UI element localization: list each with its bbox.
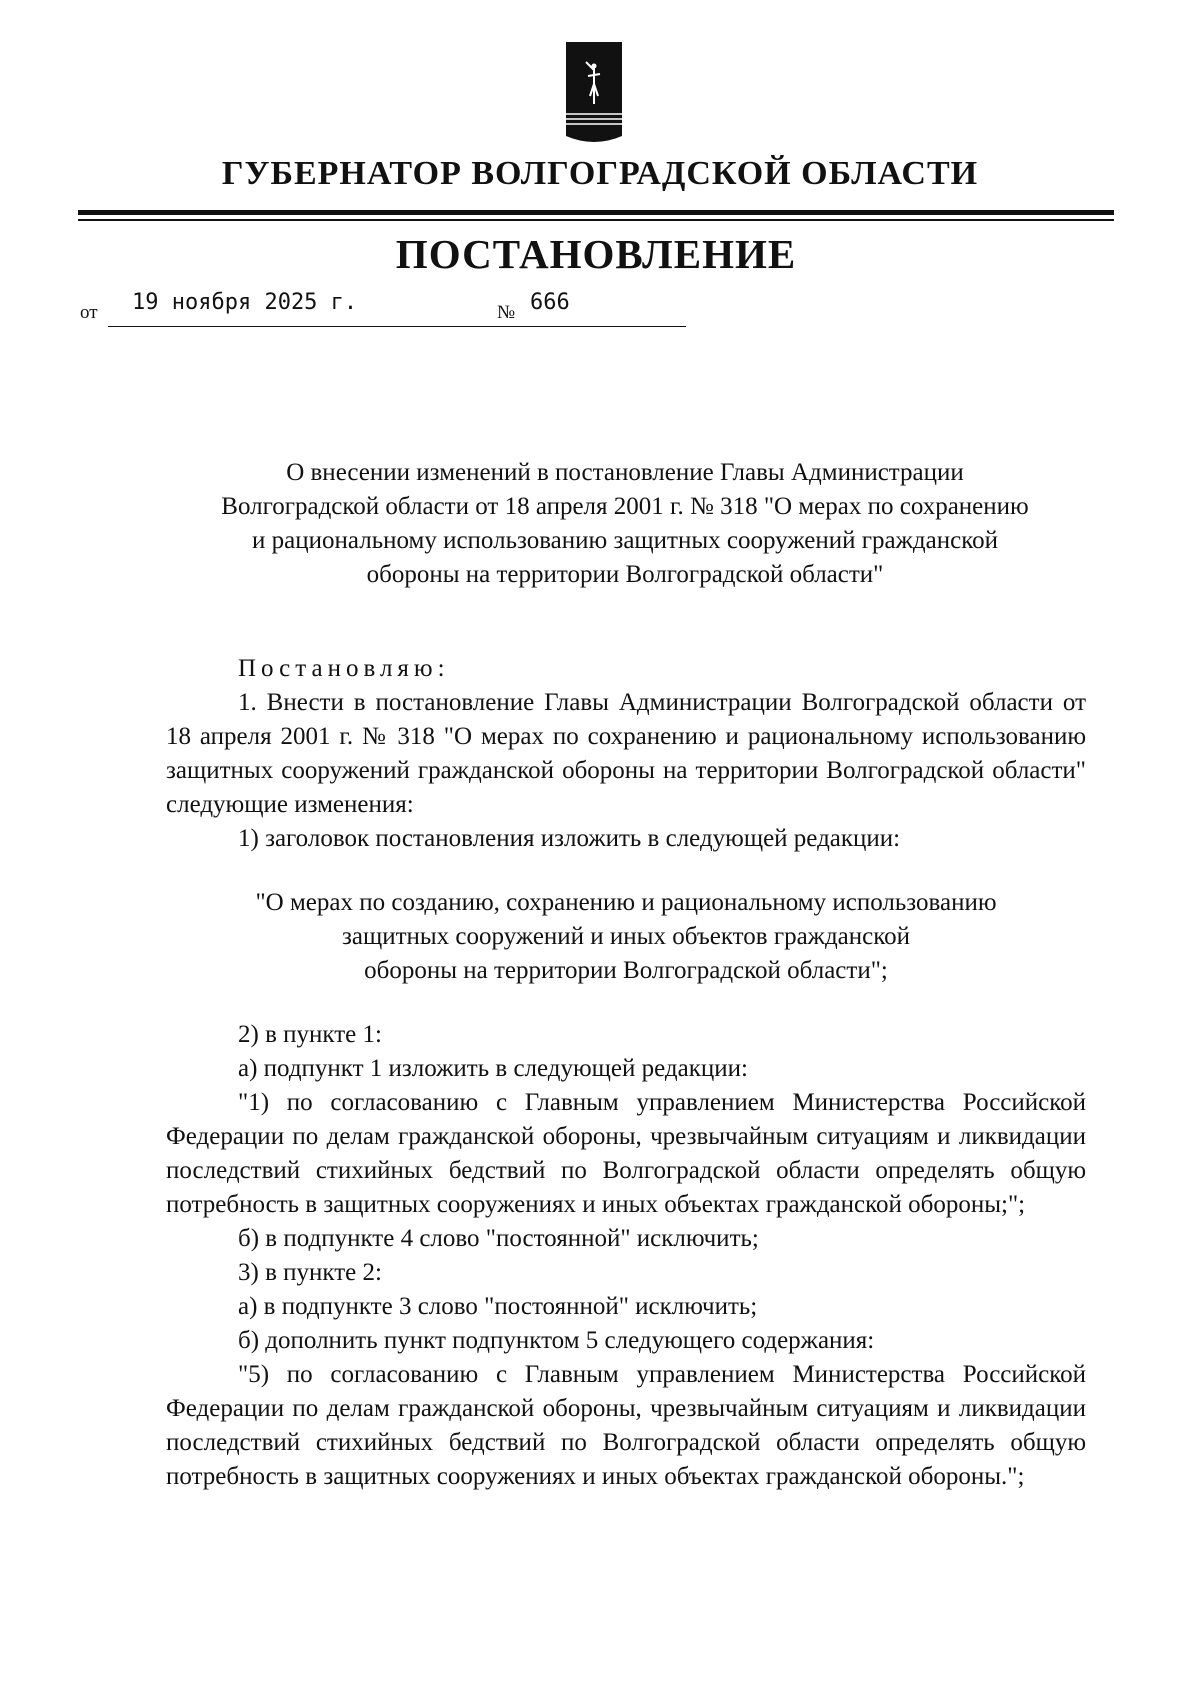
issuing-authority: ГУБЕРНАТОР ВОЛГОГРАДСКОЙ ОБЛАСТИ bbox=[221, 155, 979, 192]
quote-line: защитных сооружений и иных объектов гражданской bbox=[341, 923, 910, 950]
paragraph-item-1-3b: б) дополнить пункт подпунктом 5 следующего содержания: bbox=[238, 1327, 875, 1354]
header-rule-thin bbox=[78, 219, 1114, 221]
quote-line: обороны на территории Волгоградской области"; bbox=[364, 957, 888, 984]
paragraph-item-1-3b-text: "5) по согласованию с Главным управлением Министерства Российской Федерации по делам гражданской обороны, чрезвычайным ситуациям и ликвидации последствий стихийных бедствий по Волгоградской области определять общую потребность в защитных сооружениях и иных объектах гражданской обороны."; bbox=[166, 1361, 1086, 1490]
header-rule-thick bbox=[78, 210, 1114, 215]
document-subject bbox=[160, 456, 1090, 592]
number-underline bbox=[526, 326, 686, 327]
paragraph-item-1-2b: б) в подпункте 4 слово "постоянной" исключить; bbox=[238, 1225, 759, 1252]
paragraph-item-1: 1. Внести в постановление Главы Администрации Волгоградской области от 18 апреля 2001 г. № 318 "О мерах по сохранению и рациональному использованию защитных сооружений гражданской обороны на территории Волгоградской области" следующие изменения: bbox=[166, 689, 1086, 818]
document-type-title: ПОСТАНОВЛЕНИЕ bbox=[395, 231, 797, 277]
paragraph-item-1-3a: а) в подпункте 3 слово "постоянной" исключить; bbox=[238, 1293, 758, 1320]
paragraph-item-1-2a: а) подпункт 1 изложить в следующей редакции: bbox=[238, 1055, 748, 1082]
subject-line: обороны на территории Волгоградской области" bbox=[366, 561, 884, 588]
paragraph-item-1-1: 1) заголовок постановления изложить в следующей редакции: bbox=[238, 825, 901, 852]
new-title-quote bbox=[166, 886, 1086, 988]
date-underline bbox=[108, 326, 564, 327]
subject-line: и рациональному использованию защитных сооружений гражданской bbox=[252, 527, 998, 554]
subject-line: О внесении изменений в постановление Главы Администрации bbox=[286, 459, 964, 486]
coat-of-arms-icon bbox=[560, 40, 628, 144]
paragraph-item-1-3: 3) в пункте 2: bbox=[238, 1259, 382, 1286]
date-prefix: от bbox=[80, 302, 98, 323]
paragraph-item-1-2a-text: "1) по согласованию с Главным управлением Министерства Российской Федерации по делам гражданской обороны, чрезвычайным ситуациям и ликвидации последствий стихийных бедствий по Волгоградской области определять общую потребность в защитных сооружениях и иных объектах гражданской обороны;"; bbox=[166, 1089, 1086, 1218]
number-prefix: № bbox=[497, 302, 516, 323]
subject-line: Волгоградской области от 18 апреля 2001 г. № 318 "О мерах по сохранению bbox=[221, 493, 1029, 520]
document-date: 19 ноября 2025 г. bbox=[132, 290, 358, 315]
paragraph-item-1-2: 2) в пункте 1: bbox=[238, 1021, 382, 1048]
date-number-row bbox=[80, 290, 780, 330]
document-number: 666 bbox=[530, 290, 570, 315]
document-body bbox=[166, 652, 1086, 1494]
quote-line: "О мерах по созданию, сохранению и рациональному использованию bbox=[255, 889, 997, 916]
decree-word: Постановляю: bbox=[238, 655, 450, 682]
